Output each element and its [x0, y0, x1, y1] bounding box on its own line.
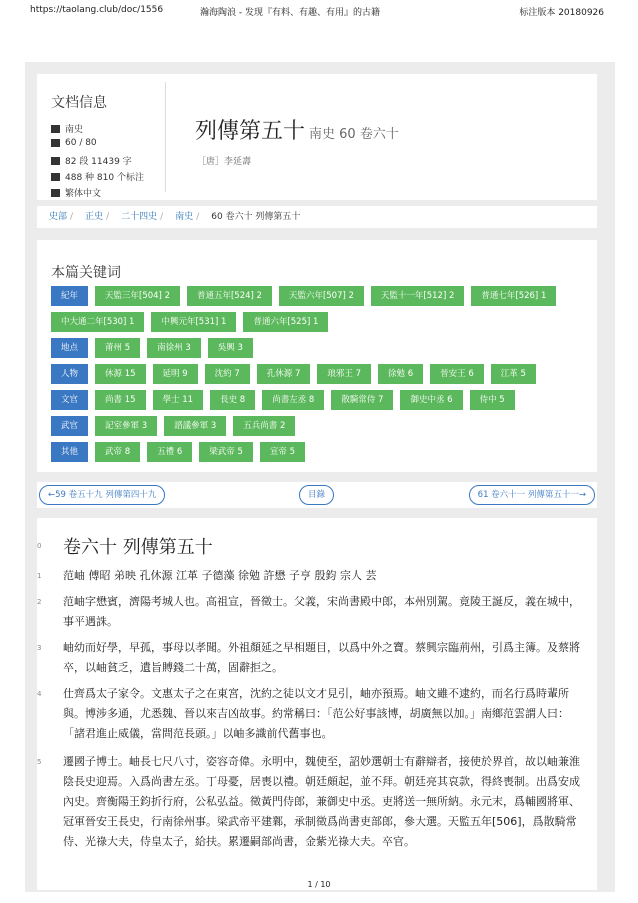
keyword-tag[interactable]: 延明 9: [153, 364, 198, 384]
crumb-0[interactable]: 史部: [49, 212, 68, 222]
keyword-tag[interactable]: 侍中 5: [470, 390, 515, 410]
page-footer: 1 / 10: [307, 880, 331, 889]
prev-chapter-button[interactable]: ←59 卷五十九 列傳第四十九: [39, 485, 165, 505]
info-para-text: 82 段 11439 字: [65, 157, 132, 167]
keyword-category: 文官: [51, 390, 88, 410]
keyword-tag[interactable]: 長史 8: [210, 390, 255, 410]
text-card: [37, 518, 597, 890]
keyword-tag[interactable]: 尚書左丞 8: [262, 390, 324, 410]
keyword-row: [51, 338, 253, 358]
breadcrumb: 史部 / 正史 / 二十四史 / 南史 / 60 卷六十 列傳第五十: [37, 206, 597, 228]
tag-icon: [51, 173, 60, 181]
para-2: 范岫字懋賓，濟陽考城人也。高祖宣，晉徵士。父義，宋尚書殿中郎，本州別駕。竟陵王誕反，義在城中，事平遇誅。: [63, 595, 580, 628]
keyword-tag[interactable]: 休源 15: [95, 364, 146, 384]
para-1: 范岫 傅昭 弟映 孔休源 江革 子德藻 徐勉 許懋 子亨 殷鈞 宗人 芸: [63, 569, 377, 582]
keyword-tag[interactable]: 晉安王 6: [430, 364, 484, 384]
keyword-row: [51, 286, 556, 306]
info-book: [51, 122, 83, 135]
keywords-title: 本篇关键词: [51, 265, 121, 281]
keyword-tag[interactable]: 普通七年[526] 1: [471, 286, 556, 306]
keyword-row: [51, 364, 536, 384]
info-pages-text: 60 / 80: [65, 138, 97, 148]
keyword-tag[interactable]: 南徐州 3: [147, 338, 201, 358]
para-5: 遷國子博士。岫長七尺八寸，姿容奇偉。永明中，魏使至，詔妙選朝士有辭辯者，接使於界首，故以岫兼淮陰長史迎焉。入爲尚書左丞。丁母憂，居喪以禮。朝廷頗起，並不拜。朝廷亮其哀款，得終喪制。出爲安成內史。齊衡陽王鈞折行府，公私弘益。徵黃門侍郎，兼御史中丞。吏將送一無所納。永元末，爲輔國將軍、冠軍晉安王長史，行南徐州事。梁武帝平建鄴，承制徵爲尚書吏部郎，參大選。天監五年[506]，爲散騎常侍、光祿大夫，侍皇太子，給扶。累遷嗣部尚書，金紫光祿大夫。卒官。: [63, 755, 580, 848]
keyword-row: [51, 416, 295, 436]
keyword-category: 武官: [51, 416, 88, 436]
keyword-tag[interactable]: 孔休源 7: [257, 364, 311, 384]
keyword-tag[interactable]: 普通五年[524] 2: [187, 286, 272, 306]
para-num-4: 4: [37, 690, 42, 698]
para-num-3: 3: [37, 644, 42, 652]
keyword-tag[interactable]: 中興元年[531] 1: [151, 312, 236, 332]
keyword-tag[interactable]: 五兵尚書 2: [233, 416, 295, 436]
info-para: [51, 154, 132, 167]
keyword-tag[interactable]: 天監三年[504] 2: [95, 286, 180, 306]
info-lang: [51, 186, 101, 199]
keyword-tag[interactable]: 琅邪王 7: [317, 364, 371, 384]
keyword-category: 紀年: [51, 286, 88, 306]
author: ［唐］李延壽: [197, 157, 252, 167]
keyword-tag[interactable]: 沈約 7: [205, 364, 250, 384]
page-header: [0, 0, 638, 20]
keyword-category: 地点: [51, 338, 88, 358]
keyword-tag[interactable]: 諮議參軍 3: [164, 416, 226, 436]
keyword-tag[interactable]: 天監十一年[512] 2: [371, 286, 464, 306]
keyword-row: [51, 390, 515, 410]
keyword-tag[interactable]: 普通六年[525] 1: [243, 312, 328, 332]
toc-button[interactable]: 目錄: [299, 485, 334, 505]
next-chapter-button[interactable]: 61 卷六十一 列傳第五十一→: [469, 485, 595, 505]
keyword-tag[interactable]: 武帝 8: [95, 442, 140, 462]
keyword-tag[interactable]: 學士 11: [153, 390, 204, 410]
keyword-tag[interactable]: 散騎常侍 7: [331, 390, 393, 410]
header-url[interactable]: https://taolang.club/doc/1556: [30, 5, 164, 15]
keyword-tag[interactable]: 梁武帝 5: [199, 442, 253, 462]
info-book-text: 南史: [65, 125, 84, 135]
doc-info-card: [37, 74, 597, 200]
keyword-row: [51, 442, 305, 462]
list-icon: [51, 139, 60, 147]
crumb-current: 60 卷六十 列傳第五十: [211, 212, 301, 222]
language-icon: [51, 189, 60, 197]
info-lang-text: 繁体中文: [65, 189, 102, 199]
header-site: 瀚海陶浪 - 发现『有料、有趣、有用』的古籍: [200, 8, 380, 18]
chapter-subheading: 南史 60 卷六十: [309, 127, 399, 142]
book-icon: [51, 125, 60, 133]
keywords-card: [37, 240, 597, 472]
keyword-tag[interactable]: 天監六年[507] 2: [279, 286, 364, 306]
chapter-nav: [37, 482, 597, 508]
doc-info-title: 文档信息: [51, 95, 107, 111]
info-pages: [51, 138, 97, 148]
keyword-tag[interactable]: 江革 5: [491, 364, 536, 384]
para-num-5: 5: [37, 758, 42, 766]
keyword-tag[interactable]: 吳興 3: [208, 338, 253, 358]
header-version: 标注版本 20180926: [519, 8, 604, 18]
keyword-tag[interactable]: 莆州 5: [95, 338, 140, 358]
para-num-2: 2: [37, 598, 42, 606]
info-marks-text: 488 种 810 个标注: [65, 173, 144, 183]
chapter-heading: [195, 114, 399, 145]
chapter-heading-text: 列傳第五十: [195, 119, 306, 144]
keyword-tag[interactable]: 中大通二年[530] 1: [51, 312, 144, 332]
crumb-2[interactable]: 二十四史: [121, 212, 158, 222]
chapter-title: 卷六十 列傳第五十: [63, 537, 213, 558]
crumb-1[interactable]: 正史: [85, 212, 104, 222]
para-4: 仕齊爲太子家令。文惠太子之在東宮，沈約之徒以文才見引，岫亦預焉。岫文雖不逮約，而名行爲時輩所與。博涉多通，尤悉魏、晉以來吉凶故事。約常稱曰：「范公好事該博，胡廣無以加。」南鄉范雲謂人曰：「諸君進止威儀，當問范長頭。」以岫多識前代舊事也。: [63, 687, 569, 740]
keyword-tag[interactable]: 宣帝 5: [260, 442, 305, 462]
keyword-row: [51, 312, 328, 332]
keyword-tag[interactable]: 御史中丞 6: [400, 390, 462, 410]
grid-icon: [51, 157, 60, 165]
para-num-0: 0: [37, 542, 42, 550]
para-num-1: 1: [37, 572, 42, 580]
crumb-3[interactable]: 南史: [175, 212, 194, 222]
keyword-category: 其他: [51, 442, 88, 462]
keyword-category: 人物: [51, 364, 88, 384]
keyword-tag[interactable]: 記室參軍 3: [95, 416, 157, 436]
para-3: 岫幼而好學，早孤，事母以孝聞。外祖顏延之早相題目，以爲中外之寶。蔡興宗臨荊州，引爲主簿。及蔡將卒，以岫貧乏，遺旨賻錢二十萬，固辭拒之。: [63, 641, 580, 674]
keyword-tag[interactable]: 徐勉 6: [378, 364, 423, 384]
keyword-tag[interactable]: 五禮 6: [147, 442, 192, 462]
doc-info-box: [47, 82, 166, 199]
info-marks: [51, 170, 144, 183]
keyword-tag[interactable]: 尚書 15: [95, 390, 146, 410]
